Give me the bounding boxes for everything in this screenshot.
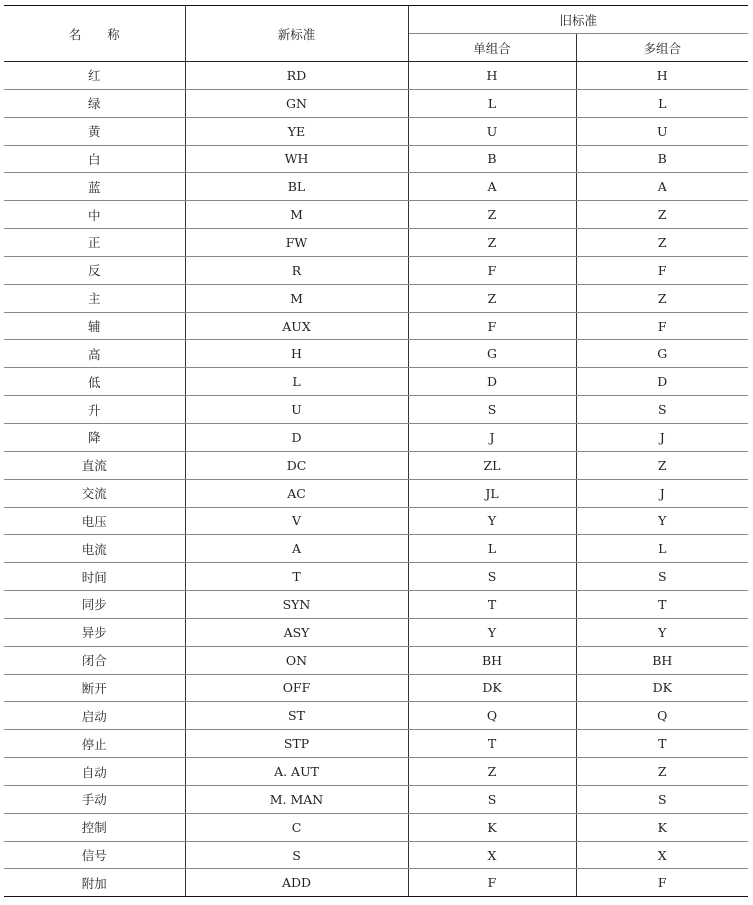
table-row bbox=[4, 841, 748, 869]
single-combo-cell: ZL bbox=[408, 451, 576, 479]
table-row bbox=[4, 591, 748, 619]
multi-combo-cell: A bbox=[576, 173, 748, 201]
new-standard-cell: D bbox=[185, 423, 408, 451]
name-cell: 绿 bbox=[4, 89, 185, 117]
multi-combo-cell: H bbox=[576, 62, 748, 90]
name-cell: 直流 bbox=[4, 451, 185, 479]
table-row bbox=[4, 451, 748, 479]
name-cell: 低 bbox=[4, 368, 185, 396]
multi-combo-cell: S bbox=[576, 563, 748, 591]
name-cell: 闭合 bbox=[4, 646, 185, 674]
single-combo-cell: H bbox=[408, 62, 576, 90]
new-standard-cell: L bbox=[185, 368, 408, 396]
multi-combo-cell: X bbox=[576, 841, 748, 869]
new-standard-cell: FW bbox=[185, 229, 408, 257]
name-cell: 停止 bbox=[4, 730, 185, 758]
new-standard-cell: R bbox=[185, 256, 408, 284]
name-cell: 反 bbox=[4, 256, 185, 284]
name-cell: 附加 bbox=[4, 869, 185, 897]
single-combo-cell: J bbox=[408, 423, 576, 451]
table-row bbox=[4, 312, 748, 340]
name-cell: 蓝 bbox=[4, 173, 185, 201]
single-combo-cell: Y bbox=[408, 507, 576, 535]
name-cell: 主 bbox=[4, 284, 185, 312]
multi-combo-cell: BH bbox=[576, 646, 748, 674]
new-standard-cell: V bbox=[185, 507, 408, 535]
new-standard-cell: AUX bbox=[185, 312, 408, 340]
new-standard-cell: WH bbox=[185, 145, 408, 173]
single-combo-cell: D bbox=[408, 368, 576, 396]
single-combo-cell: S bbox=[408, 563, 576, 591]
new-standard-cell: C bbox=[185, 813, 408, 841]
old-standard-header: 旧标准 bbox=[408, 6, 748, 34]
single-combo-cell: K bbox=[408, 813, 576, 841]
table-row bbox=[4, 785, 748, 813]
new-standard-cell: OFF bbox=[185, 674, 408, 702]
single-combo-cell: X bbox=[408, 841, 576, 869]
single-combo-cell: Z bbox=[408, 229, 576, 257]
multi-combo-cell: J bbox=[576, 423, 748, 451]
single-combo-cell: S bbox=[408, 396, 576, 424]
single-combo-cell: F bbox=[408, 312, 576, 340]
new-standard-cell: YE bbox=[185, 117, 408, 145]
table-row bbox=[4, 423, 748, 451]
multi-combo-cell: K bbox=[576, 813, 748, 841]
single-combo-cell: Q bbox=[408, 702, 576, 730]
single-combo-cell: BH bbox=[408, 646, 576, 674]
new-standard-cell: AC bbox=[185, 479, 408, 507]
single-combo-cell: L bbox=[408, 89, 576, 117]
single-combo-cell: Y bbox=[408, 618, 576, 646]
name-cell: 异步 bbox=[4, 618, 185, 646]
table-row bbox=[4, 229, 748, 257]
single-combo-cell: JL bbox=[408, 479, 576, 507]
table-row bbox=[4, 396, 748, 424]
multi-combo-cell: T bbox=[576, 591, 748, 619]
new-standard-cell: M. MAN bbox=[185, 785, 408, 813]
single-combo-cell: F bbox=[408, 869, 576, 897]
single-combo-header: 单组合 bbox=[408, 34, 576, 62]
multi-combo-cell: G bbox=[576, 340, 748, 368]
single-combo-cell: T bbox=[408, 730, 576, 758]
table-row bbox=[4, 89, 748, 117]
code-comparison-table bbox=[4, 5, 748, 897]
multi-combo-cell: Q bbox=[576, 702, 748, 730]
table-body bbox=[4, 62, 748, 897]
table-row bbox=[4, 62, 748, 90]
table-row bbox=[4, 563, 748, 591]
new-standard-cell: M bbox=[185, 284, 408, 312]
single-combo-cell: B bbox=[408, 145, 576, 173]
table-row bbox=[4, 813, 748, 841]
new-standard-cell: RD bbox=[185, 62, 408, 90]
multi-combo-cell: D bbox=[576, 368, 748, 396]
multi-combo-cell: T bbox=[576, 730, 748, 758]
table-row bbox=[4, 340, 748, 368]
new-standard-cell: T bbox=[185, 563, 408, 591]
single-combo-cell: DK bbox=[408, 674, 576, 702]
single-combo-cell: U bbox=[408, 117, 576, 145]
single-combo-cell: L bbox=[408, 535, 576, 563]
name-cell: 断开 bbox=[4, 674, 185, 702]
table-row bbox=[4, 173, 748, 201]
new-standard-cell: ST bbox=[185, 702, 408, 730]
multi-combo-cell: Z bbox=[576, 758, 748, 786]
table-row bbox=[4, 618, 748, 646]
name-header bbox=[4, 6, 185, 62]
new-standard-cell: S bbox=[185, 841, 408, 869]
new-standard-cell: A. AUT bbox=[185, 758, 408, 786]
single-combo-cell: Z bbox=[408, 201, 576, 229]
table-row bbox=[4, 479, 748, 507]
name-cell: 中 bbox=[4, 201, 185, 229]
name-cell: 时间 bbox=[4, 563, 185, 591]
name-cell: 手动 bbox=[4, 785, 185, 813]
new-standard-cell: GN bbox=[185, 89, 408, 117]
multi-combo-cell: U bbox=[576, 117, 748, 145]
single-combo-cell: Z bbox=[408, 758, 576, 786]
new-standard-cell: STP bbox=[185, 730, 408, 758]
multi-combo-cell: Z bbox=[576, 451, 748, 479]
new-standard-cell: DC bbox=[185, 451, 408, 479]
table-row bbox=[4, 674, 748, 702]
multi-combo-cell: S bbox=[576, 396, 748, 424]
single-combo-cell: G bbox=[408, 340, 576, 368]
name-cell: 控制 bbox=[4, 813, 185, 841]
name-cell: 同步 bbox=[4, 591, 185, 619]
new-standard-cell: ASY bbox=[185, 618, 408, 646]
multi-combo-cell: F bbox=[576, 256, 748, 284]
table-row bbox=[4, 730, 748, 758]
table-row bbox=[4, 284, 748, 312]
name-cell: 高 bbox=[4, 340, 185, 368]
table-row bbox=[4, 702, 748, 730]
new-standard-cell: SYN bbox=[185, 591, 408, 619]
name-cell: 降 bbox=[4, 423, 185, 451]
name-cell: 升 bbox=[4, 396, 185, 424]
name-header-char2: 称 bbox=[107, 26, 120, 42]
single-combo-cell: S bbox=[408, 785, 576, 813]
multi-combo-header: 多组合 bbox=[576, 34, 748, 62]
new-standard-cell: U bbox=[185, 396, 408, 424]
new-standard-cell: BL bbox=[185, 173, 408, 201]
table-row bbox=[4, 535, 748, 563]
name-cell: 自动 bbox=[4, 758, 185, 786]
new-standard-header: 新标准 bbox=[185, 6, 408, 62]
multi-combo-cell: F bbox=[576, 869, 748, 897]
name-cell: 白 bbox=[4, 145, 185, 173]
name-cell: 信号 bbox=[4, 841, 185, 869]
table-row bbox=[4, 201, 748, 229]
multi-combo-cell: J bbox=[576, 479, 748, 507]
new-standard-cell: H bbox=[185, 340, 408, 368]
multi-combo-cell: Y bbox=[576, 618, 748, 646]
single-combo-cell: A bbox=[408, 173, 576, 201]
single-combo-cell: T bbox=[408, 591, 576, 619]
multi-combo-cell: L bbox=[576, 535, 748, 563]
multi-combo-cell: Z bbox=[576, 229, 748, 257]
multi-combo-cell: Z bbox=[576, 201, 748, 229]
multi-combo-cell: S bbox=[576, 785, 748, 813]
new-standard-cell: ON bbox=[185, 646, 408, 674]
name-cell: 电压 bbox=[4, 507, 185, 535]
multi-combo-cell: L bbox=[576, 89, 748, 117]
table-row bbox=[4, 368, 748, 396]
multi-combo-cell: DK bbox=[576, 674, 748, 702]
single-combo-cell: F bbox=[408, 256, 576, 284]
table-row bbox=[4, 869, 748, 897]
name-cell: 辅 bbox=[4, 312, 185, 340]
multi-combo-cell: B bbox=[576, 145, 748, 173]
name-cell: 黄 bbox=[4, 117, 185, 145]
name-cell: 启动 bbox=[4, 702, 185, 730]
table-row bbox=[4, 758, 748, 786]
single-combo-cell: Z bbox=[408, 284, 576, 312]
header-row-top bbox=[4, 6, 748, 34]
table-row bbox=[4, 646, 748, 674]
table-row bbox=[4, 507, 748, 535]
table-row bbox=[4, 256, 748, 284]
name-header-char1: 名 bbox=[68, 26, 82, 42]
table-row bbox=[4, 117, 748, 145]
table-row bbox=[4, 145, 748, 173]
name-cell: 交流 bbox=[4, 479, 185, 507]
new-standard-cell: ADD bbox=[185, 869, 408, 897]
new-standard-cell: A bbox=[185, 535, 408, 563]
name-cell: 正 bbox=[4, 229, 185, 257]
multi-combo-cell: Y bbox=[576, 507, 748, 535]
new-standard-cell: M bbox=[185, 201, 408, 229]
name-cell: 电流 bbox=[4, 535, 185, 563]
multi-combo-cell: Z bbox=[576, 284, 748, 312]
multi-combo-cell: F bbox=[576, 312, 748, 340]
name-cell: 红 bbox=[4, 62, 185, 90]
